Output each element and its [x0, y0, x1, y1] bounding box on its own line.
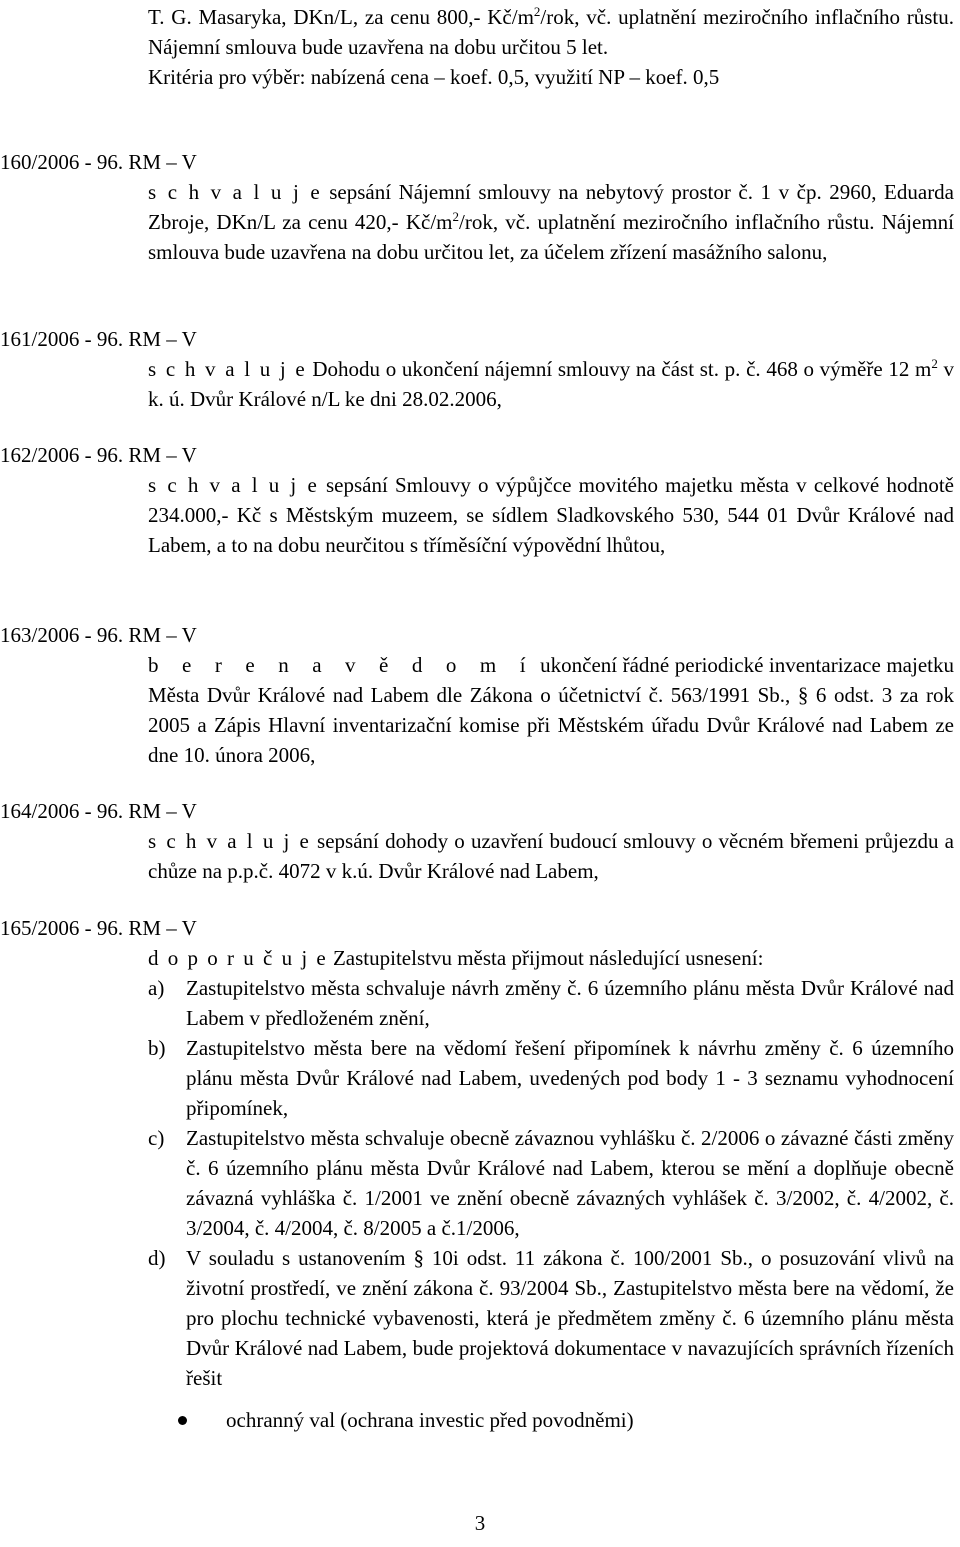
resolution-verb: s c h v a l u j e [148, 829, 311, 853]
list-marker: b) [148, 1036, 166, 1060]
list-marker: d) [148, 1246, 166, 1270]
resolution-number: 163/2006 - 96. RM – V [0, 623, 197, 647]
resolution-verb: d o p o r u č u j e [148, 946, 328, 970]
resolution-body [148, 354, 954, 414]
recommendation-list [148, 973, 954, 1393]
resolution-number: 161/2006 - 96. RM – V [0, 327, 197, 351]
continuation-text [148, 2, 954, 92]
resolution-text-part: sepsání Nájemní smlouvy na nebytový prostor č. 1 v čp. 2960, Eduarda Zbroje, DKn/L za cenu 420,- Kč/m [148, 180, 955, 234]
resolution-text [148, 826, 954, 886]
superscript: 2 [931, 356, 938, 371]
list-item-text: Zastupitelstvo města schvaluje návrh změny č. 6 územního plánu města Dvůr Králové nad Labem v předloženém znění, [186, 976, 954, 1030]
criteria-line: Kritéria pro výběr: nabízená cena – koef. 0,5, využití NP – koef. 0,5 [148, 65, 720, 89]
list-item [148, 1033, 954, 1123]
continuation-paragraph [148, 2, 954, 62]
resolution-text [148, 354, 954, 414]
resolution-text [148, 943, 954, 973]
resolution-text [148, 470, 954, 560]
resolution-text [148, 650, 954, 770]
resolution-number: 165/2006 - 96. RM – V [0, 916, 197, 940]
list-marker: a) [148, 976, 165, 1000]
superscript: 2 [533, 4, 541, 19]
resolution-text-part: Dohodu o ukončení nájemní smlouvy na část st. p. č. 468 o výměře 12 m [306, 357, 932, 381]
resolution-body [148, 826, 954, 886]
list-item [148, 973, 954, 1033]
continuation-text-part: /rok, vč. uplatnění meziročního inflačního růstu. Nájemní smlouva bude uzavřena na dobu určitou 5 let. [148, 5, 954, 59]
resolution-number: 162/2006 - 96. RM – V [0, 443, 197, 467]
list-item [148, 1123, 954, 1243]
resolution-text-part: Zastupitelstvu města přijmout následující usnesení: [327, 946, 764, 970]
resolution-text-part: sepsání Smlouvy o výpůjčce movitého majetku města v celkové hodnotě 234.000,- Kč s Městským muzeem, se sídlem Sladkovského 530, 544 01 Dvůr Králové nad Labem, a to na dobu neurčitou s tříměsíční výpovědní lhůtou, [148, 473, 954, 557]
resolution-text [148, 177, 954, 267]
resolution-body [148, 470, 954, 560]
bullet-item-text: ochranný val (ochrana investic před povodněmi) [226, 1408, 634, 1432]
list-item [148, 1243, 954, 1393]
list-item-text: V souladu s ustanovením § 10i odst. 11 zákona č. 100/2001 Sb., o posuzování vlivů na životní prostředí, ve znění zákona č. 93/2004 Sb., Zastupitelstvo města bere na vědomí, že pro plochu technické vybavenosti, která je předmětem změny č. 6 územního plánu města Dvůr Králové nad Labem, bude projektová dokumentace v navazujících správních řízeních řešit [186, 1246, 954, 1390]
resolution-verb: s c h v a l u j e [148, 473, 319, 497]
resolution-text-part: sepsání dohody o uzavření budoucí smlouvy o věcném břemeni průjezdu a chůze na p.p.č. 4072 v k.ú. Dvůr Králové nad Labem, [148, 829, 954, 883]
resolution-text-part: v k. ú. Dvůr Králové n/L ke dni 28.02.2006, [148, 357, 955, 411]
resolution-text-part: ukončení řádné periodické inventarizace majetku Města Dvůr Králové nad Labem dle Zákona o účetnictví č. 563/1991 Sb., § 6 odst. 3 za rok 2005 a Zápis Hlavní inventarizační komise při Městském úřadu Dvůr Králové nad Labem ze dne 10. února 2006, [148, 653, 954, 767]
list-marker: c) [148, 1126, 165, 1150]
resolution-body [148, 943, 954, 1435]
bullet-dot-icon [178, 1416, 187, 1425]
page-number: 3 [474, 1511, 486, 1535]
resolution-text-part: /rok, vč. uplatnění meziročního inflačního růstu. Nájemní smlouva bude uzavřena na dobu určitou let, za účelem zřízení masážního salonu, [148, 210, 954, 264]
list-item-text: Zastupitelstvo města bere na vědomí řešení připomínek k návrhu změny č. 6 územního plánu města Dvůr Králové nad Labem, uvedených pod body 1 - 3 seznamu vyhodnocení připomínek, [186, 1036, 954, 1120]
bullet-item [148, 1405, 954, 1435]
superscript: 2 [452, 209, 459, 224]
continuation-text-part: T. G. Masaryka, DKn/L, za cenu 800,- Kč/m [148, 5, 534, 29]
resolution-body [148, 177, 954, 267]
list-item-text: Zastupitelstvo města schvaluje obecně závaznou vyhlášku č. 2/2006 o závazné části změny č. 6 územního plánu města Dvůr Králové nad Labem, kterou se mění a doplňuje obecně závazná vyhláška č. 1/2001 ve znění obecně závazných vyhlášek č. 3/2002, č. 4/2002, č. 3/2004, č. 4/2004, č. 8/2005 a č.1/2006, [186, 1126, 954, 1240]
resolution-body [148, 650, 954, 770]
resolution-number: 160/2006 - 96. RM – V [0, 150, 197, 174]
resolution-verb: s c h v a l u j e [148, 357, 307, 381]
resolution-verb: s c h v a l u j e [148, 180, 322, 204]
resolution-number: 164/2006 - 96. RM – V [0, 799, 197, 823]
resolution-verb: b e r e n a v ě d o m í [148, 653, 535, 677]
